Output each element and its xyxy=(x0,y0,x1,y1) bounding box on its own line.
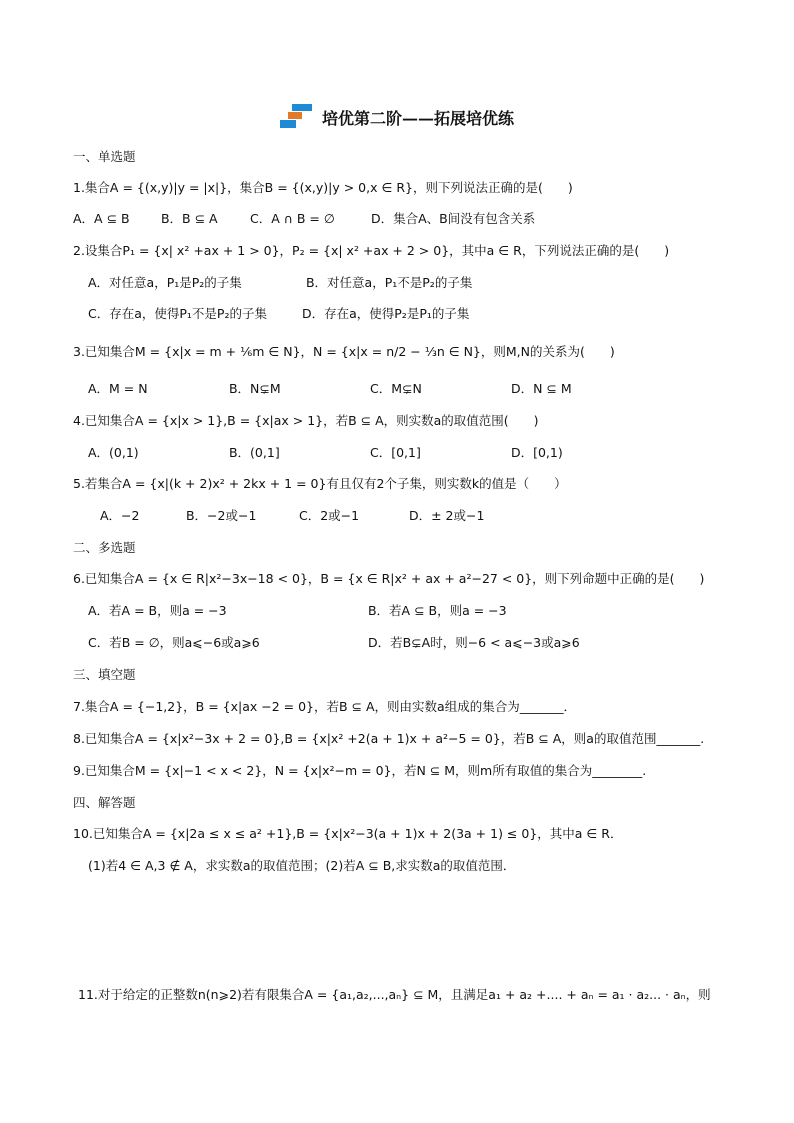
q10-stem: 10.已知集合A = {x|2a ≤ x ≤ a² +1},B = {x|x²−3(a + 1)x + 2(3a + 1) ≤ 0}，其中a ∈ R． xyxy=(73,826,623,841)
q4-options xyxy=(88,443,563,461)
q5-option-a: A．−2 xyxy=(100,508,140,523)
q2-option-c: C．存在a，使得P₁不是P₂的子集 xyxy=(88,306,267,321)
q7: 7.集合A = {−1,2}，B = {x|ax −2 = 0}，若B ⊆ A，则由实数a组成的集合为_______． xyxy=(73,699,576,714)
q6-option-b: B．若A ⊆ B，则a = −3 xyxy=(367,603,507,618)
q9: 9.已知集合M = {x|−1 < x < 2}，N = {x|x²−m = 0}，若N ⊆ M，则m所有取值的集合为________. xyxy=(73,763,647,778)
section-multiple-choice: 二、多选题 xyxy=(73,540,136,555)
q5-stem: 5.若集合A = {x|(k + 2)x² + 2kx + 1 = 0}有且仅有2个子集，则实数k的值是（ ） xyxy=(73,476,567,491)
q4-option-a: A．(0,1) xyxy=(88,445,139,460)
q5-option-d: D．± 2或−1 xyxy=(408,508,485,523)
q1-options xyxy=(73,209,535,227)
q11-stem: 11.对于给定的正整数n(n⩾2)若有限集合A = {a₁,a₂,...,aₙ} ⊆ M，且满足a₁ + a₂ +.... + aₙ = a₁ · a₂... · aₙ，则 xyxy=(78,987,711,1002)
q1-option-c: C．A ∩ B = ∅ xyxy=(249,211,335,226)
q6-options-row2 xyxy=(88,633,580,651)
q3-stem: 3.已知集合M = {x|x = m + ⅙m ∈ N}，N = {x|x = n/2 − ⅓n ∈ N}，则M,N的关系为( ) xyxy=(73,344,615,359)
q4-stem: 4.已知集合A = {x|x > 1},B = {x|ax > 1}，若B ⊆ A，则实数a的取值范围( ) xyxy=(73,413,539,428)
title-text: 培优第二阶——拓展培优练 xyxy=(321,108,514,128)
section-solutions: 四、解答题 xyxy=(73,795,136,810)
q2-option-a: A．对任意a，P₁是P₂的子集 xyxy=(88,275,242,290)
q2-options-row1 xyxy=(88,273,472,291)
q4-option-c: C．[0,1] xyxy=(369,445,421,460)
q2-option-b: B．对任意a，P₁不是P₂的子集 xyxy=(305,275,473,290)
q6-option-d: D．若B⊊A时，则−6 < a⩽−3或a⩾6 xyxy=(367,635,580,650)
q1-option-d: D．集合A、B间没有包含关系 xyxy=(370,211,536,226)
q1-option-b: B．B ⊆ A xyxy=(160,211,218,226)
q1-option-a: A．A ⊆ B xyxy=(73,211,130,226)
header xyxy=(0,104,794,134)
logo-icon xyxy=(280,104,316,130)
q3-option-a: A．M = N xyxy=(88,381,148,396)
q3-option-d: D．N ⊆ M xyxy=(510,381,572,396)
q4-option-b: B．(0,1] xyxy=(228,445,280,460)
q5-option-c: C．2或−1 xyxy=(298,508,360,523)
q4-option-d: D．[0,1) xyxy=(510,445,563,460)
q10-subquestions: (1)若4 ∈ A,3 ∉ A，求实数a的取值范围；(2)若A ⊆ B,求实数a的取值范围． xyxy=(88,858,516,873)
q3-option-b: B．N⊊M xyxy=(228,381,281,396)
q6-option-a: A．若A = B，则a = −3 xyxy=(88,603,227,618)
q3-option-c: C．M⊊N xyxy=(369,381,422,396)
section-fill-in: 三、填空题 xyxy=(73,667,136,682)
q5-options xyxy=(100,506,484,524)
page-title xyxy=(280,104,514,130)
q2-options-row2 xyxy=(88,304,469,322)
q5-option-b: B．−2或−1 xyxy=(185,508,257,523)
q3-options xyxy=(88,379,572,397)
q6-stem: 6.已知集合A = {x ∈ R|x²−3x−18 < 0}，B = {x ∈ R|x² + ax + a²−27 < 0}，则下列命题中正确的是( ) xyxy=(73,571,705,586)
q2-option-d: D．存在a，使得P₂是P₁的子集 xyxy=(301,306,470,321)
q8: 8.已知集合A = {x|x²−3x + 2 = 0},B = {x|x² +2(a + 1)x + a²−5 = 0}，若B ⊆ A，则a的取值范围_______. xyxy=(73,731,705,746)
section-single-choice: 一、单选题 xyxy=(73,149,136,164)
q6-option-c: C．若B = ∅，则a⩽−6或a⩾6 xyxy=(88,635,260,650)
q1-stem: 1.集合A = {(x,y)|y = |x|}，集合B = {(x,y)|y > 0,x ∈ R}，则下列说法正确的是( ) xyxy=(73,180,573,195)
q6-options-row1 xyxy=(88,601,507,619)
q2-stem: 2.设集合P₁ = {x| x² +ax + 1 > 0}，P₂ = {x| x² +ax + 2 > 0}，其中a ∈ R，下列说法正确的是( ) xyxy=(73,243,670,258)
